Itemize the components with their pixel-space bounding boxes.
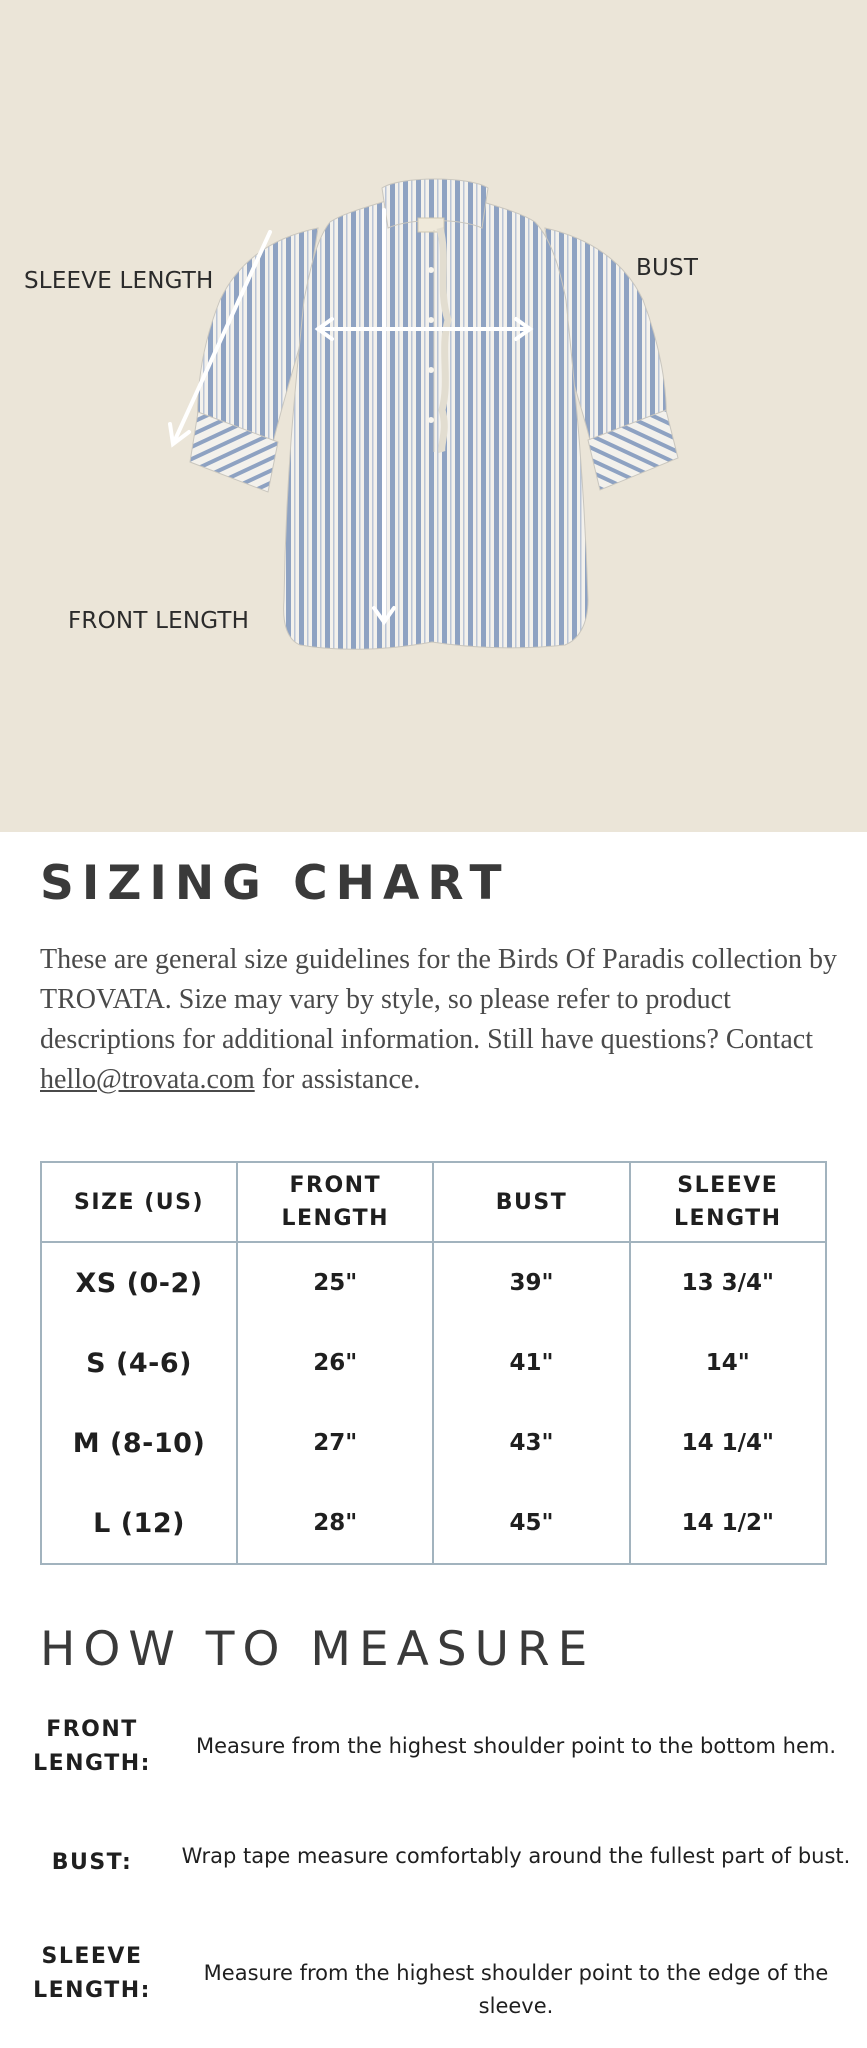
- sleeve-length-cell: 14 1/2": [630, 1483, 826, 1564]
- bust-cell: 43": [433, 1403, 629, 1483]
- size-cell: M (8-10): [41, 1403, 237, 1483]
- column-header-sleeve-length: [630, 1162, 826, 1242]
- measure-term: BUST:: [51, 1850, 133, 1875]
- sleeve-length-cell: 13 3/4": [630, 1242, 826, 1323]
- sizing-intro-text: [40, 940, 840, 1100]
- size-cell: L (12): [41, 1483, 237, 1564]
- column-header-size: SIZE (US): [41, 1162, 237, 1242]
- bust-cell: 41": [433, 1323, 629, 1403]
- column-header-bust: BUST: [433, 1162, 629, 1242]
- table-row: [41, 1242, 826, 1323]
- sleeve-length-label: SLEEVE LENGTH: [24, 268, 214, 294]
- measure-description: Wrap tape measure comfortably around the fullest part of bust.: [181, 1844, 851, 1868]
- column-header-front-length: [237, 1162, 433, 1242]
- measure-term: SLEEVE LENGTH:: [33, 1944, 151, 2003]
- sleeve-length-cell: 14": [630, 1323, 826, 1403]
- column-header-front-length-text: FRONT LENGTH: [281, 1173, 390, 1231]
- size-cell: S (4-6): [41, 1323, 237, 1403]
- sleeve-length-cell: 14 1/4": [630, 1403, 826, 1483]
- table-row: [41, 1483, 826, 1564]
- sizing-chart-title: SIZING CHART: [40, 856, 510, 911]
- size-table: [40, 1161, 827, 1565]
- bust-cell: 45": [433, 1483, 629, 1564]
- striped-blouse-illustration: [0, 0, 867, 832]
- column-header-sleeve-length-text: SLEEVE LENGTH: [674, 1173, 782, 1231]
- front-length-cell: 28": [237, 1483, 433, 1564]
- table-row: [41, 1323, 826, 1403]
- bust-cell: 39": [433, 1242, 629, 1323]
- intro-text-after-link: for assistance.: [254, 1064, 421, 1095]
- measure-description: Measure from the highest shoulder point to the edge of the sleeve.: [203, 1961, 829, 2018]
- bust-label: BUST: [636, 255, 699, 281]
- measure-term: FRONT LENGTH:: [33, 1717, 151, 1776]
- front-length-cell: 26": [237, 1323, 433, 1403]
- table-row: [41, 1403, 826, 1483]
- front-length-label: FRONT LENGTH: [68, 608, 250, 634]
- size-cell: XS (0-2): [41, 1242, 237, 1323]
- front-length-cell: 27": [237, 1403, 433, 1483]
- size-table-header: [41, 1162, 826, 1242]
- contact-email-link[interactable]: hello@trovata.com: [40, 1064, 255, 1095]
- front-length-cell: 25": [237, 1242, 433, 1323]
- intro-text-before-link: These are general size guidelines for the Birds Of Paradis collection by TROVATA. Size may vary by style, so please refer to product descriptions for additional information. Still have questions? Contact: [40, 944, 837, 1055]
- blouse-body: [284, 198, 588, 649]
- product-measurement-hero: [0, 0, 867, 832]
- measure-description: Measure from the highest shoulder point to the bottom hem.: [195, 1734, 837, 1758]
- how-to-measure-title: HOW TO MEASURE: [40, 1622, 596, 1677]
